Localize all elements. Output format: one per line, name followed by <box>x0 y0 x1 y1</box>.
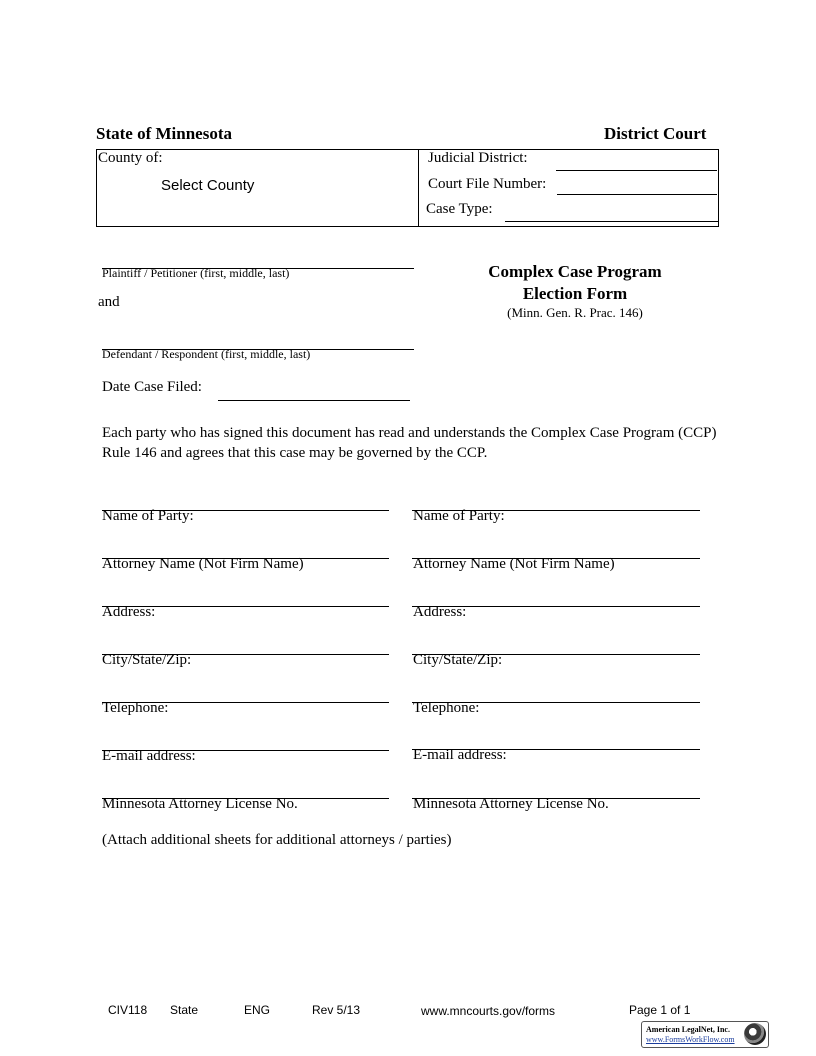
badge-company-name: American LegalNet, Inc. <box>646 1025 730 1034</box>
form-title-line1: Complex Case Program <box>488 262 662 281</box>
right-city-state-zip-label: City/State/Zip: <box>413 652 503 668</box>
case-type-label: Case Type: <box>426 201 493 217</box>
footer-page-number: Page 1 of 1 <box>629 1003 691 1017</box>
header-divider <box>418 149 419 227</box>
county-label: County of: <box>98 150 163 166</box>
left-attorney-name-label: Attorney Name (Not Firm Name) <box>102 556 304 572</box>
and-text: and <box>98 294 120 310</box>
judicial-district-field[interactable] <box>556 170 717 171</box>
footer-website[interactable]: www.mncourts.gov/forms <box>421 1004 556 1018</box>
defendant-label: Defendant / Respondent (first, middle, last) <box>102 347 311 361</box>
court-title: District Court <box>604 124 707 143</box>
court-file-number-label: Court File Number: <box>428 176 547 192</box>
footer-language: ENG <box>244 1003 271 1017</box>
county-select[interactable]: Select County <box>161 177 255 194</box>
court-file-number-field[interactable] <box>557 194 717 195</box>
state-title: State of Minnesota <box>96 124 232 143</box>
left-address-label: Address: <box>102 604 156 620</box>
right-address-label: Address: <box>413 604 467 620</box>
legalnet-logo-icon <box>744 1023 766 1045</box>
agreement-statement: Each party who has signed this document has read and understands the Complex Case Program (CCP) Rule 146 and agrees that this case may be governed by the CCP. <box>102 425 717 461</box>
footer-jurisdiction: State <box>170 1003 199 1017</box>
form-title-line2: Election Form <box>522 284 628 303</box>
footer-revision: Rev 5/13 <box>312 1003 361 1017</box>
additional-sheets-note: (Attach additional sheets for additional attorneys / parties) <box>102 832 452 848</box>
judicial-district-label: Judicial District: <box>428 150 528 166</box>
right-license-label: Minnesota Attorney License No. <box>413 796 609 812</box>
left-email-label: E-mail address: <box>102 748 196 764</box>
case-type-field[interactable] <box>505 221 719 222</box>
form-title <box>460 261 690 305</box>
form-citation: (Minn. Gen. R. Prac. 146) <box>507 305 643 320</box>
right-attorney-name-label: Attorney Name (Not Firm Name) <box>413 556 615 572</box>
date-filed-field[interactable] <box>218 400 410 401</box>
date-filed-label: Date Case Filed: <box>102 379 202 395</box>
left-license-label: Minnesota Attorney License No. <box>102 796 298 812</box>
right-email-label: E-mail address: <box>413 747 507 763</box>
left-city-state-zip-label: City/State/Zip: <box>102 652 192 668</box>
left-telephone-label: Telephone: <box>102 700 169 716</box>
badge-url-link[interactable]: www.FormsWorkFlow.com <box>646 1035 735 1044</box>
footer-form-code: CIV118 <box>108 1003 148 1017</box>
right-name-of-party-label: Name of Party: <box>413 508 505 524</box>
right-telephone-label: Telephone: <box>413 700 480 716</box>
left-name-of-party-label: Name of Party: <box>102 508 194 524</box>
plaintiff-label: Plaintiff / Petitioner (first, middle, last) <box>102 266 290 280</box>
